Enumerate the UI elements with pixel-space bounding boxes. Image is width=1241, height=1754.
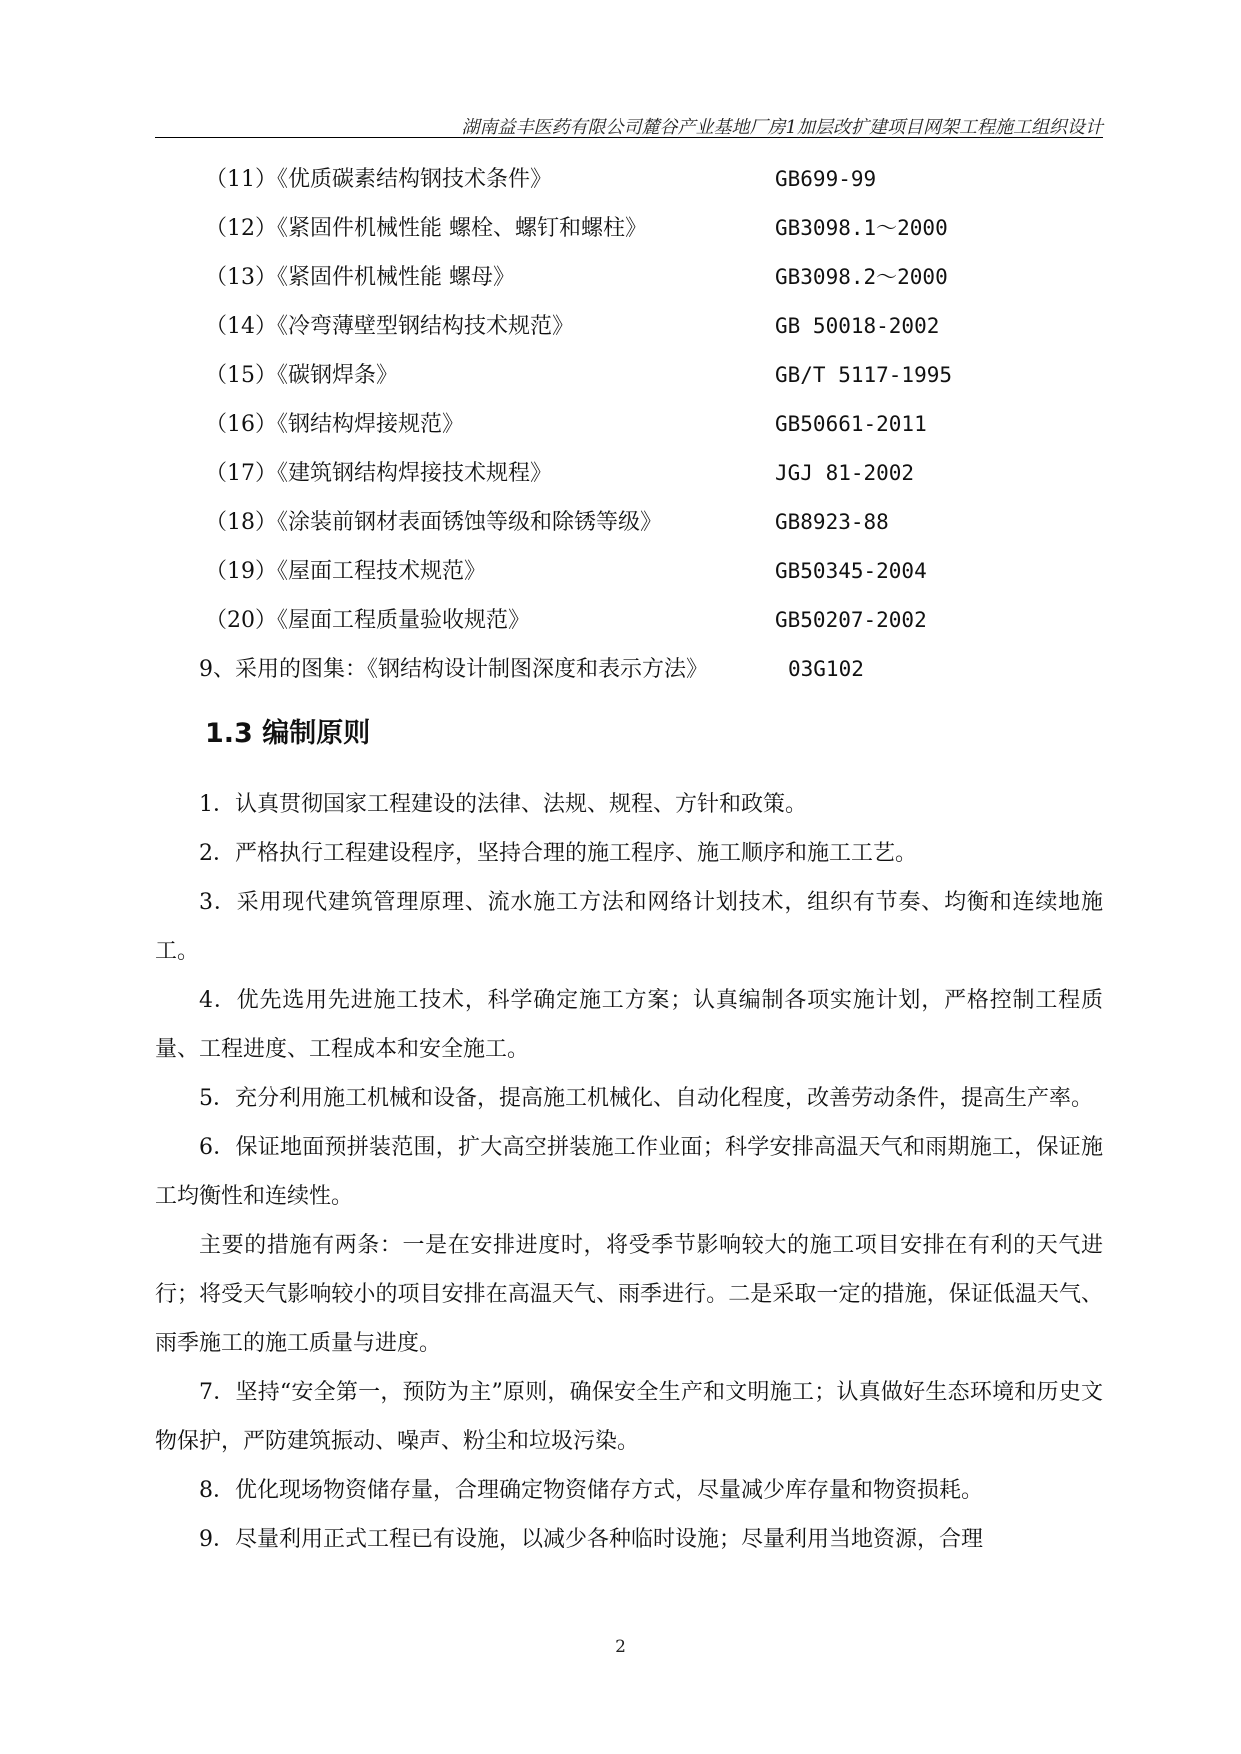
paragraph: 8．优化现场物资储存量，合理确定物资储存方式，尽量减少库存量和物资损耗。 <box>199 1478 983 1503</box>
standard-code: GB3098.1～2000 <box>775 216 948 240</box>
section-heading: 1.3 编制原则 <box>205 718 371 749</box>
standard-item <box>155 204 1103 253</box>
paragraph: 2．严格执行工程建设程序，坚持合理的施工程序、施工顺序和施工工艺。 <box>199 841 917 866</box>
paragraph: 4．优先选用先进施工技术，科学确定施工方案；认真编制各项实施计划，严格控制工程质量、工程进度、工程成本和安全施工。 <box>155 988 1103 1062</box>
paragraph: 7．坚持“安全第一，预防为主”原则，确保安全生产和文明施工；认真做好生态环境和历史文物保护，严防建筑振动、噪声、粉尘和垃圾污染。 <box>155 1380 1103 1454</box>
atlas-reference <box>155 645 1103 694</box>
standard-item <box>155 547 1103 596</box>
page-number: 2 <box>615 1637 626 1657</box>
standard-code: GB50661-2011 <box>775 412 927 436</box>
standard-item <box>155 302 1103 351</box>
standard-item <box>155 155 1103 204</box>
standard-title: （14）《冷弯薄壁型钢结构技术规范》 <box>205 314 574 339</box>
standard-item <box>155 498 1103 547</box>
standard-item <box>155 596 1103 645</box>
standard-title: （16）《钢结构焊接规范》 <box>205 412 464 437</box>
standard-code: GB699-99 <box>775 167 877 191</box>
standard-item <box>155 351 1103 400</box>
standard-item <box>155 253 1103 302</box>
standard-code: GB50207-2002 <box>775 608 927 632</box>
standard-title: （20）《屋面工程质量验收规范》 <box>205 608 530 633</box>
standard-title: （18）《涂装前钢材表面锈蚀等级和除锈等级》 <box>205 510 662 535</box>
paragraph: 5．充分利用施工机械和设备，提高施工机械化、自动化程度，改善劳动条件，提高生产率。 <box>199 1086 1094 1111</box>
standard-title: （15）《碳钢焊条》 <box>205 363 398 388</box>
paragraph: 1．认真贯彻国家工程建设的法律、法规、规程、方针和政策。 <box>199 792 807 817</box>
paragraph: 3．采用现代建筑管理原理、流水施工方法和网络计划技术，组织有节奏、均衡和连续地施工。 <box>155 890 1103 964</box>
standards-list <box>155 155 1103 645</box>
standard-title: （17）《建筑钢结构焊接技术规程》 <box>205 461 552 486</box>
paragraph: 6．保证地面预拼装范围，扩大高空拼装施工作业面；科学安排高温天气和雨期施工，保证施工均衡性和连续性。 <box>155 1135 1103 1209</box>
standard-title: （11）《优质碳素结构钢技术条件》 <box>205 167 552 192</box>
standard-title: （12）《紧固件机械性能 螺栓、螺钉和螺柱》 <box>205 216 647 241</box>
standard-code: GB50345-2004 <box>775 559 927 583</box>
standard-code: GB/T 5117-1995 <box>775 363 953 387</box>
standard-item <box>155 400 1103 449</box>
standard-code: GB3098.2～2000 <box>775 265 948 289</box>
standard-title: （13）《紧固件机械性能 螺母》 <box>205 265 515 290</box>
paragraph: 9．尽量利用正式工程已有设施，以减少各种临时设施；尽量利用当地资源，合理 <box>199 1527 983 1552</box>
running-header: 湖南益丰医药有限公司麓谷产业基地厂房1加层改扩建项目网架工程施工组织设计 <box>461 117 1103 138</box>
standard-code: GB 50018-2002 <box>775 314 940 338</box>
standard-item <box>155 449 1103 498</box>
header-rule <box>155 137 1103 138</box>
paragraph: 主要的措施有两条：一是在安排进度时，将受季节影响较大的施工项目安排在有利的天气进行；将受天气影响较小的项目安排在高温天气、雨季进行。二是采取一定的措施，保证低温天气、雨季施工的施工质量与进度。 <box>155 1233 1103 1356</box>
standard-code: JGJ 81-2002 <box>775 461 915 485</box>
standard-code: GB8923-88 <box>775 510 889 534</box>
atlas-code: 03G102 <box>788 657 864 681</box>
atlas-label: 9、采用的图集：《钢结构设计制图深度和表示方法》 <box>199 657 708 682</box>
document-body <box>155 155 1103 1564</box>
standard-title: （19）《屋面工程技术规范》 <box>205 559 486 584</box>
